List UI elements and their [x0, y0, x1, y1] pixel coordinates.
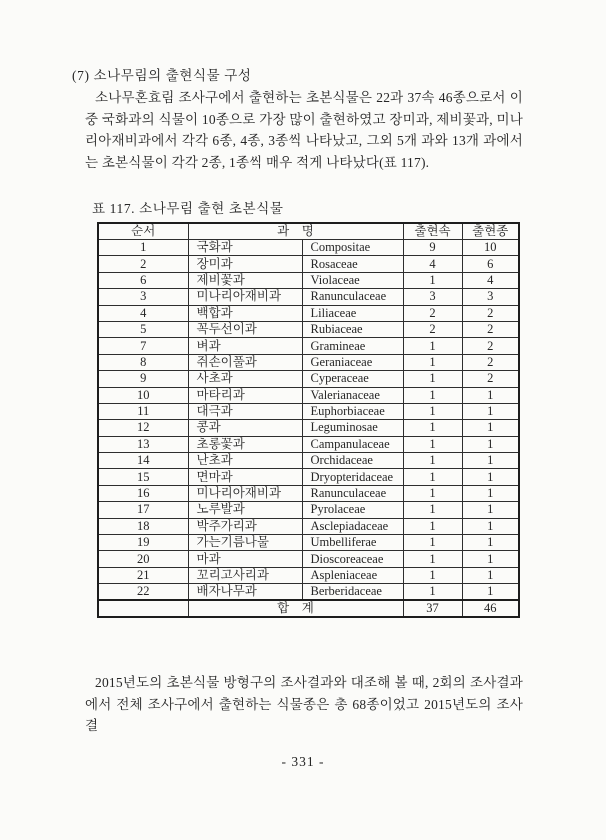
- cell-family-korean: 콩과: [188, 420, 302, 436]
- cell-family-latin: Rubiaceae: [302, 321, 403, 337]
- cell-species: 2: [462, 321, 519, 337]
- cell-genera: 1: [403, 518, 462, 534]
- table-row: [98, 305, 519, 321]
- cell-family-latin: Euphorbiaceae: [302, 403, 403, 419]
- cell-genera: 1: [403, 469, 462, 485]
- table-row: [98, 584, 519, 601]
- cell-family-latin: Liliaceae: [302, 305, 403, 321]
- table-row: [98, 567, 519, 583]
- cell-order: 5: [98, 321, 188, 337]
- cell-family-korean: 꼬리고사리과: [188, 567, 302, 583]
- total-row: [98, 600, 519, 617]
- cell-genera: 2: [403, 305, 462, 321]
- cell-family-korean: 꼭두선이과: [188, 321, 302, 337]
- cell-order: 20: [98, 551, 188, 567]
- cell-order: 13: [98, 436, 188, 452]
- table-row: [98, 256, 519, 272]
- column-header-order: 순서: [98, 223, 188, 240]
- cell-order: 15: [98, 469, 188, 485]
- cell-family-latin: Geraniaceae: [302, 354, 403, 370]
- cell-genera: 1: [403, 584, 462, 601]
- cell-family-korean: 박주가리과: [188, 518, 302, 534]
- paragraph-line: 2015년도의 초본식물 방형구의 조사결과와 대조해 볼 때, 2회의 조사결과: [95, 675, 523, 690]
- page-title: (7) 소나무림의 출현식물 구성: [72, 68, 252, 83]
- cell-family-latin: Gramineae: [302, 338, 403, 354]
- cell-family-korean: 벼과: [188, 338, 302, 354]
- cell-species: 10: [462, 240, 519, 256]
- cell-order: 21: [98, 567, 188, 583]
- herb-plants-table: [97, 222, 520, 618]
- cell-family-korean: 배자나무과: [188, 584, 302, 601]
- cell-family-korean: 대극과: [188, 403, 302, 419]
- intro-paragraph: [85, 87, 523, 173]
- cell-order: 16: [98, 485, 188, 501]
- column-header-species: 출현종: [462, 223, 519, 240]
- cell-order: 22: [98, 584, 188, 601]
- cell-family-korean: 사초과: [188, 371, 302, 387]
- cell-species: 1: [462, 502, 519, 518]
- cell-order: 12: [98, 420, 188, 436]
- cell-order: 3: [98, 289, 188, 305]
- cell-genera: 1: [403, 535, 462, 551]
- cell-family-latin: Cyperaceae: [302, 371, 403, 387]
- cell-species: 1: [462, 485, 519, 501]
- cell-family-latin: Dioscoreaceae: [302, 551, 403, 567]
- table-row: [98, 240, 519, 256]
- cell-genera: 9: [403, 240, 462, 256]
- paragraph-line: 리아재비과에서 각각 6종, 4종, 3종씩 나타났고, 그외 5개 과와 13개 과에서: [85, 133, 523, 149]
- cell-genera: 1: [403, 485, 462, 501]
- table-row: [98, 272, 519, 288]
- cell-species: 1: [462, 387, 519, 403]
- cell-order: 14: [98, 453, 188, 469]
- total-species: 46: [462, 600, 519, 617]
- table-row: [98, 518, 519, 534]
- cell-family-korean: 국화과: [188, 240, 302, 256]
- table-row: [98, 485, 519, 501]
- cell-family-korean: 제비꽃과: [188, 272, 302, 288]
- cell-genera: 1: [403, 551, 462, 567]
- cell-genera: 1: [403, 567, 462, 583]
- cell-order: 1: [98, 240, 188, 256]
- cell-family-latin: Campanulaceae: [302, 436, 403, 452]
- table-row: [98, 371, 519, 387]
- cell-species: 2: [462, 371, 519, 387]
- cell-genera: 1: [403, 453, 462, 469]
- cell-genera: 1: [403, 420, 462, 436]
- cell-family-korean: 쥐손이풀과: [188, 354, 302, 370]
- cell-family-latin: Aspleniaceae: [302, 567, 403, 583]
- column-header-family: 과 명: [188, 223, 403, 240]
- cell-genera: 1: [403, 387, 462, 403]
- table-row: [98, 535, 519, 551]
- cell-species: 2: [462, 354, 519, 370]
- cell-genera: 1: [403, 354, 462, 370]
- cell-family-korean: 마과: [188, 551, 302, 567]
- cell-order: 10: [98, 387, 188, 403]
- table-row: [98, 436, 519, 452]
- cell-genera: 1: [403, 436, 462, 452]
- cell-genera: 4: [403, 256, 462, 272]
- cell-family-korean: 미나리아재비과: [188, 485, 302, 501]
- cell-family-latin: Compositae: [302, 240, 403, 256]
- cell-order: 19: [98, 535, 188, 551]
- cell-species: 1: [462, 453, 519, 469]
- cell-family-latin: Umbelliferae: [302, 535, 403, 551]
- table-row: [98, 338, 519, 354]
- table-row: [98, 469, 519, 485]
- cell-species: 6: [462, 256, 519, 272]
- cell-family-latin: Orchidaceae: [302, 453, 403, 469]
- cell-family-latin: Dryopteridaceae: [302, 469, 403, 485]
- closing-paragraph: [85, 672, 523, 737]
- table-row: [98, 420, 519, 436]
- cell-family-latin: Leguminosae: [302, 420, 403, 436]
- total-genera: 37: [403, 600, 462, 617]
- cell-order: 11: [98, 403, 188, 419]
- table-row: [98, 502, 519, 518]
- total-empty-cell: [98, 600, 188, 617]
- table-row: [98, 551, 519, 567]
- cell-genera: 1: [403, 371, 462, 387]
- cell-family-korean: 미나리아재비과: [188, 289, 302, 305]
- cell-species: 1: [462, 420, 519, 436]
- table-caption: 표 117. 소나무림 출현 초본식물: [92, 201, 284, 216]
- table-row: [98, 321, 519, 337]
- cell-order: 6: [98, 272, 188, 288]
- cell-genera: 1: [403, 502, 462, 518]
- cell-species: 1: [462, 403, 519, 419]
- paragraph-line: 에서 전체 조사구에서 출현하는 식물종은 총 68종이었고 2015년도의 조사결: [85, 696, 523, 734]
- cell-family-korean: 노루발과: [188, 502, 302, 518]
- table-header-row: [98, 223, 519, 240]
- table-row: [98, 289, 519, 305]
- cell-species: 4: [462, 272, 519, 288]
- cell-order: 8: [98, 354, 188, 370]
- cell-species: 1: [462, 518, 519, 534]
- table-row: [98, 403, 519, 419]
- cell-family-latin: Berberidaceae: [302, 584, 403, 601]
- cell-order: 18: [98, 518, 188, 534]
- cell-order: 17: [98, 502, 188, 518]
- total-label: 합 계: [188, 600, 403, 617]
- paragraph-line: 중 국화과의 식물이 10종으로 가장 많이 출현하였고 장미과, 제비꽃과, 미나: [85, 111, 523, 127]
- cell-family-latin: Valerianaceae: [302, 387, 403, 403]
- cell-order: 4: [98, 305, 188, 321]
- paragraph-line: 소나무혼효림 조사구에서 출현하는 초본식물은 22과 37속 46종으로서 이: [95, 90, 523, 105]
- table-row: [98, 354, 519, 370]
- page-number: - 331 -: [281, 754, 325, 769]
- cell-family-latin: Pyrolaceae: [302, 502, 403, 518]
- cell-species: 1: [462, 584, 519, 601]
- paragraph-line: 는 초본식물이 각각 2종, 1종씩 매우 적게 나타났다(표 117).: [85, 154, 430, 170]
- cell-family-korean: 장미과: [188, 256, 302, 272]
- cell-order: 2: [98, 256, 188, 272]
- cell-species: 1: [462, 567, 519, 583]
- cell-species: 1: [462, 469, 519, 485]
- cell-genera: 1: [403, 403, 462, 419]
- table-row: [98, 387, 519, 403]
- cell-genera: 1: [403, 338, 462, 354]
- column-header-genera: 출현속: [403, 223, 462, 240]
- cell-family-latin: Asclepiadaceae: [302, 518, 403, 534]
- cell-family-korean: 면마과: [188, 469, 302, 485]
- cell-genera: 2: [403, 321, 462, 337]
- cell-species: 2: [462, 305, 519, 321]
- cell-family-korean: 초롱꽃과: [188, 436, 302, 452]
- cell-genera: 3: [403, 289, 462, 305]
- cell-genera: 1: [403, 272, 462, 288]
- cell-species: 2: [462, 338, 519, 354]
- cell-family-korean: 가는기름나물: [188, 535, 302, 551]
- cell-species: 1: [462, 436, 519, 452]
- cell-family-korean: 마타리과: [188, 387, 302, 403]
- cell-species: 1: [462, 535, 519, 551]
- cell-order: 7: [98, 338, 188, 354]
- cell-order: 9: [98, 371, 188, 387]
- cell-family-latin: Violaceae: [302, 272, 403, 288]
- cell-family-latin: Ranunculaceae: [302, 485, 403, 501]
- table-row: [98, 453, 519, 469]
- cell-family-korean: 난초과: [188, 453, 302, 469]
- cell-species: 1: [462, 551, 519, 567]
- cell-family-korean: 백합과: [188, 305, 302, 321]
- cell-family-latin: Rosaceae: [302, 256, 403, 272]
- cell-species: 3: [462, 289, 519, 305]
- cell-family-latin: Ranunculaceae: [302, 289, 403, 305]
